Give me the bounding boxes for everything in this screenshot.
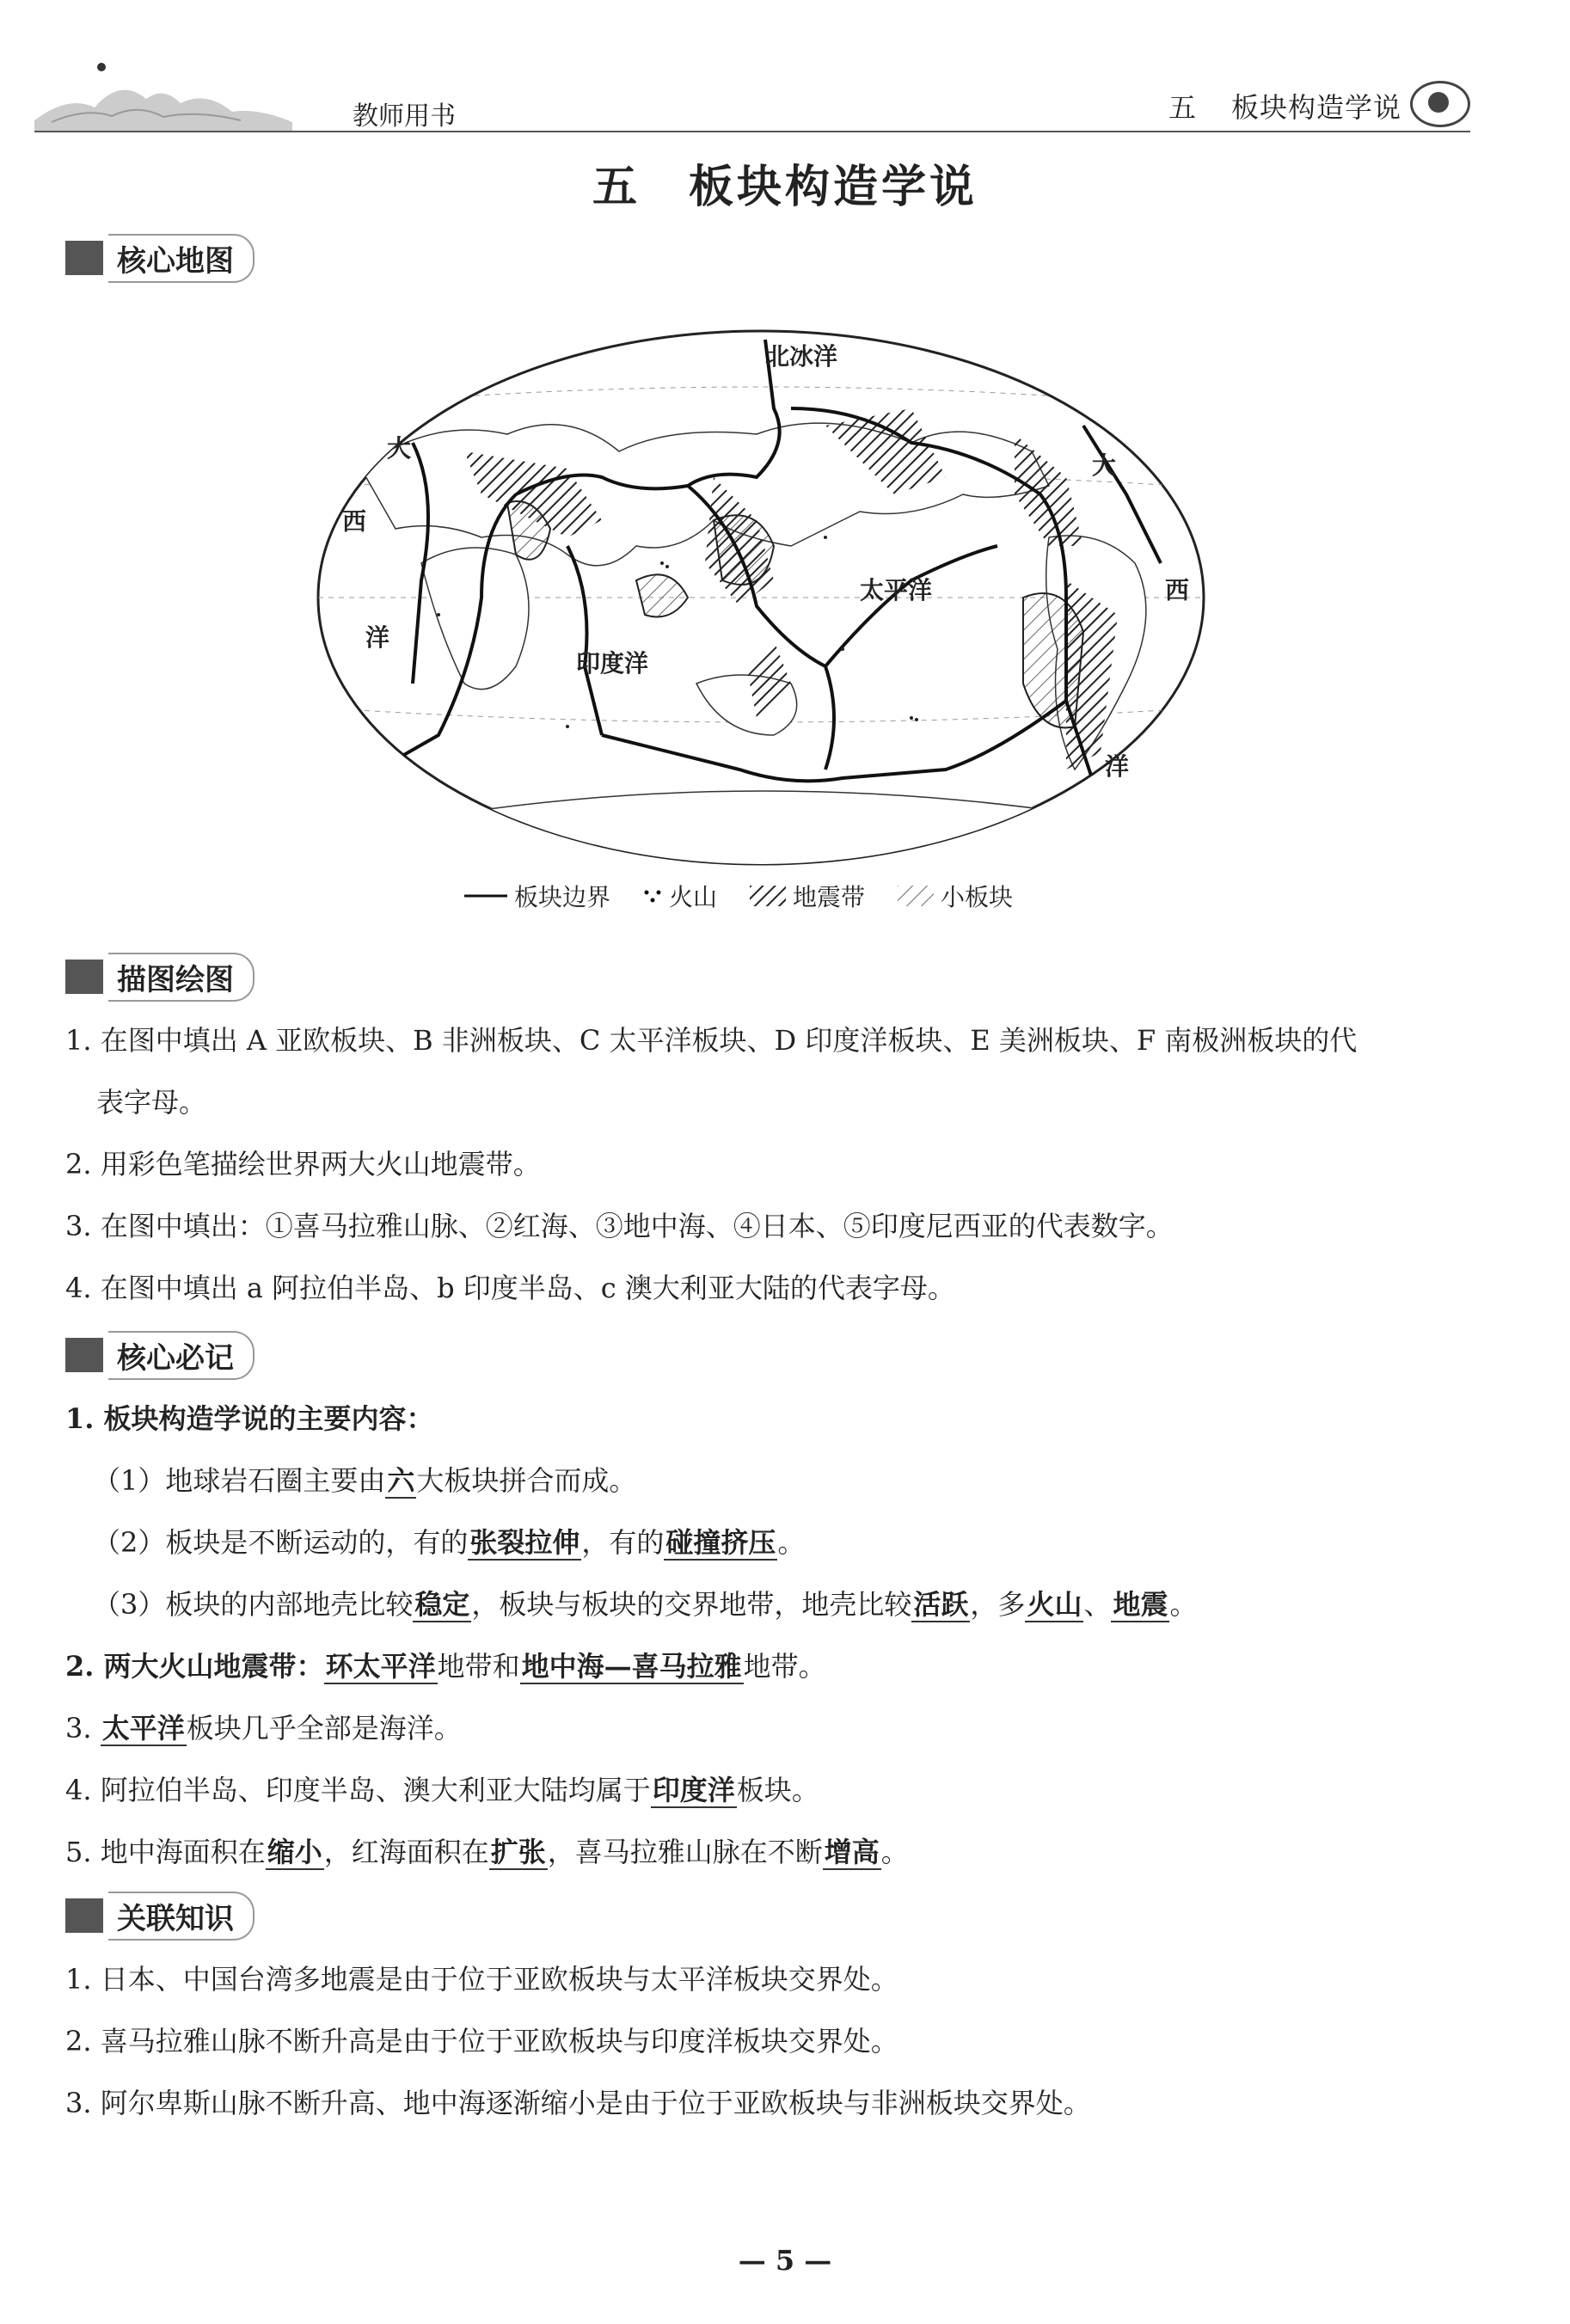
answer-blank: 火山 xyxy=(1027,1588,1082,1621)
legend-seismic-label: 地震带 xyxy=(793,883,866,911)
section-header-core-map xyxy=(65,237,255,279)
core-heading-1: 1. 板块构造学说的主要内容： xyxy=(65,1402,434,1435)
legend-boundary xyxy=(464,879,610,913)
section-tab-icon xyxy=(65,1338,103,1372)
map-label-atlantic-right-3: 洋 xyxy=(1105,752,1130,781)
section-header-related xyxy=(65,1895,255,1936)
header-book-label: 教师用书 xyxy=(353,101,456,132)
volcano-dots-icon xyxy=(643,887,662,904)
draw-item-3: 3. 在图中填出：①喜马拉雅山脉、②红海、③地中海、④日本、⑤印度尼西亚的代表数字。 xyxy=(65,1210,1174,1242)
small-plate-hatch-icon xyxy=(898,886,934,906)
section-label: 核心必记 xyxy=(108,1331,255,1380)
eye-logo-icon xyxy=(1410,81,1470,127)
answer-blank: 碰撞挤压 xyxy=(665,1526,776,1559)
core-point-3: （3）板块的内部地壳比较稳定，板块与板块的交界地带，地壳比较活跃，多火山、地震。 xyxy=(93,1588,1198,1621)
map-label-indian: 印度洋 xyxy=(576,649,649,678)
page-title: 五 板块构造学说 xyxy=(592,161,978,213)
legend-small-plate-label: 小板块 xyxy=(941,883,1014,911)
legend-small-plate xyxy=(898,879,1013,913)
section-label: 关联知识 xyxy=(108,1892,255,1941)
map-label-atlantic-right-1: 大 xyxy=(1092,451,1117,480)
answer-blank: 地中海—喜马拉雅 xyxy=(521,1650,742,1683)
header-chapter-title: 板块构造学说 xyxy=(1230,91,1401,124)
section-tab-icon xyxy=(65,1898,103,1933)
map-label-arctic: 北冰洋 xyxy=(765,342,838,371)
page-number: — 5 — xyxy=(738,2244,832,2277)
core-item-4: 4. 阿拉伯半岛、印度半岛、澳大利亚大陆均属于印度洋板块。 xyxy=(65,1774,819,1806)
answer-blank: 张裂拉伸 xyxy=(469,1526,580,1559)
related-item-2: 2. 喜马拉雅山脉不断升高是由于位于亚欧板块与印度洋板块交界处。 xyxy=(65,2025,898,2057)
related-item-3: 3. 阿尔卑斯山脉不断升高、地中海逐渐缩小是由于位于亚欧板块与非洲板块交界处。 xyxy=(65,2087,1091,2119)
draw-item-1b: 表字母。 xyxy=(96,1086,207,1119)
core-item-5: 5. 地中海面积在缩小，红海面积在扩张，喜马拉雅山脉在不断增高。 xyxy=(65,1836,909,1868)
section-label: 描图绘图 xyxy=(108,953,255,1002)
legend-volcano-label: 火山 xyxy=(669,883,718,911)
map-label-atlantic-left-1: 大 xyxy=(387,434,412,463)
answer-blank: 印度洋 xyxy=(652,1774,735,1806)
legend-volcano xyxy=(643,879,717,913)
header-chapter-number: 五 xyxy=(1168,91,1197,124)
core-point-2: （2）板块是不断运动的，有的张裂拉伸，有的碰撞挤压。 xyxy=(93,1526,806,1559)
related-item-1: 1. 日本、中国台湾多地震是由于位于亚欧板块与太平洋板块交界处。 xyxy=(65,1963,898,1996)
map-legend xyxy=(464,879,1013,913)
map-label-pacific: 太平洋 xyxy=(860,576,933,604)
legend-seismic xyxy=(750,879,865,913)
plate-tectonics-map xyxy=(310,322,1212,916)
mountain-logo-icon xyxy=(34,60,292,132)
core-heading-2: 2. 两大火山地震带：环太平洋地带和地中海—喜马拉雅地带。 xyxy=(65,1650,826,1683)
map-label-atlantic-left-3: 洋 xyxy=(365,623,390,652)
world-map-figure xyxy=(310,322,1212,873)
section-header-drawing xyxy=(65,956,255,997)
draw-item-1a: 1. 在图中填出 A 亚欧板块、B 非洲板块、C 太平洋板块、D 印度洋板块、E 美洲板块、F 南极洲板块的代 xyxy=(65,1024,1358,1057)
answer-blank: 活跃 xyxy=(913,1588,969,1621)
answer-blank: 扩张 xyxy=(490,1836,546,1868)
section-tab-icon xyxy=(65,960,103,994)
map-label-atlantic-right-2: 西 xyxy=(1165,576,1190,604)
header-chapter xyxy=(1168,86,1401,126)
boundary-line-icon xyxy=(464,892,507,900)
page-header xyxy=(34,60,1470,138)
seismic-hatch-icon xyxy=(750,886,786,906)
answer-blank: 稳定 xyxy=(414,1588,470,1621)
core-point-1: （1）地球岩石圈主要由六大板块拼合而成。 xyxy=(93,1464,637,1497)
answer-blank: 太平洋 xyxy=(101,1712,185,1745)
answer-blank: 缩小 xyxy=(267,1836,322,1868)
answer-blank: 地震 xyxy=(1113,1588,1168,1621)
section-tab-icon xyxy=(65,241,103,275)
answer-blank: 环太平洋 xyxy=(325,1650,436,1683)
draw-item-2: 2. 用彩色笔描绘世界两大火山地震带。 xyxy=(65,1148,541,1180)
section-header-core-notes xyxy=(65,1334,255,1376)
header-divider xyxy=(34,131,1470,132)
section-label: 核心地图 xyxy=(108,234,255,283)
legend-boundary-label: 板块边界 xyxy=(514,883,611,911)
map-label-atlantic-left-2: 西 xyxy=(342,507,367,536)
answer-blank: 六 xyxy=(387,1464,415,1497)
answer-blank: 增高 xyxy=(824,1836,880,1868)
draw-item-4: 4. 在图中填出 a 阿拉伯半岛、b 印度半岛、c 澳大利亚大陆的代表字母。 xyxy=(65,1272,955,1304)
core-item-3: 3. 太平洋板块几乎全部是海洋。 xyxy=(65,1712,462,1745)
